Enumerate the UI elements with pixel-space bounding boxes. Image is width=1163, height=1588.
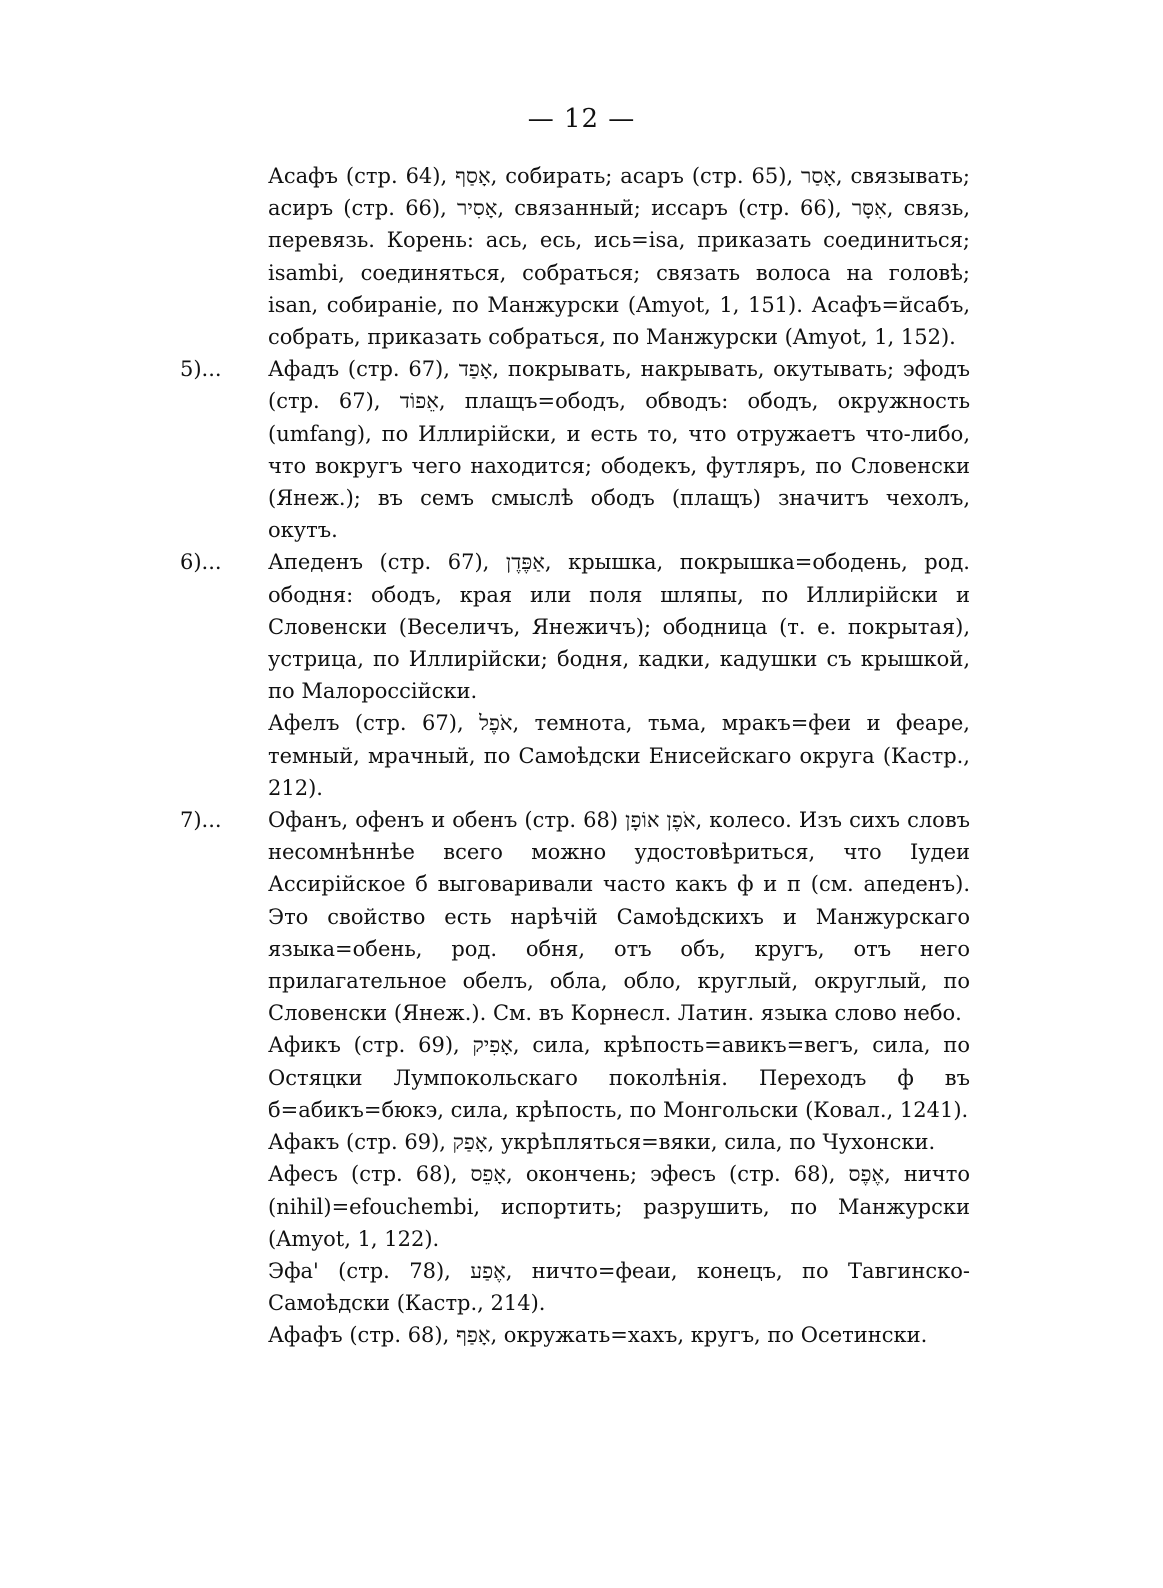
entry-paragraph: Афафъ (стр. 68), אָפַף, окружать=хахъ, кругъ, по Осетински. <box>268 1323 928 1348</box>
entry-paragraph: Асафъ (стр. 64), אָסַף, собирать; асаръ (стр. 65), אָסַר, связывать; асиръ (стр. 66), אָסִיר, связанный; иссаръ (стр. 66), אִסָּר, связь, перевязь. Корень: ась, есь, ись=isa, приказать соединиться; isambi, соединяться, собраться; связать волоса на головѣ; isan, собираніе, по Манжурски (Amyot, 1, 151). Асафъ=йсабъ, собрать, приказать собраться, по Манжурски (Amyot, 1, 152). <box>268 164 971 350</box>
page-number: — 12 — <box>527 104 636 134</box>
entry-paragraph: Афикъ (стр. 69), אָפִיק, сила, крѣпость=авикъ=вегъ, сила, по Остяцки Лумпокольскаго поколѣнія. Переходъ ф въ б=абикъ=бюкэ, сила, крѣпость, по Монгольски (Ковал., 1241). <box>268 1033 971 1122</box>
entry-paragraph: Эфа' (стр. 78), אֶפַע, ничто=феаи, конецъ, по Тавгинско-Самоѣдски (Кастр., 214). <box>268 1258 970 1316</box>
entry-paragraph: Афесъ (стр. 68), אָפֵס, окончень; эфесъ (стр. 68), אֶפֶס, ничто (nihil)=efouchembi, испортить; разрушить, по Манжурски (Amyot, 1, 122). <box>268 1162 970 1251</box>
entry-asaf <box>180 160 970 353</box>
entry-paragraph: Афелъ (стр. 67), אֹפֶל, темнота, тьма, мракъ=феи и феаре, темный, мрачный, по Самоѣдски Енисейскаго округа (Кастр., 212). <box>268 711 970 800</box>
entry-5-afad <box>180 353 970 546</box>
entry-number: 7)... <box>180 808 222 833</box>
entry-paragraph: Офанъ, офенъ и обенъ (стр. 68) אֹפֶן אוֹפָן, колесо. Изъ сихъ словъ несомнѣннѣе всего можно удостовѣриться, что Іудеи Ассирійское б выговаривали часто какъ ф и п (см. апеденъ). Это свойство есть нарѣчій Самоѣдскихъ и Манжурскаго языка=обень, род. обня, отъ объ, кругъ, отъ него прилагательное обелъ, обла, обло, круглый, округлый, по Словенски (Янеж.). См. въ Корнесл. Латин. языка слово небо. <box>268 808 971 1026</box>
entry-number: 6)... <box>180 550 222 575</box>
entry-paragraph: Афакъ (стр. 69), אָפַק, укрѣпляться=вяки, сила, по Чухонски. <box>268 1130 936 1155</box>
entry-paragraph: Апеденъ (стр. 67), אַפֶּדֶן, крышка, покрышка=ободень, род. ободня: ободъ, края или поля шляпы, по Иллирійски и Словенски (Веселичъ, Янежичъ); ободница (т. е. покрытая), устрица, по Иллирійски; бодня, кадки, кадушки съ крышкой, по Малороссійски. <box>268 550 970 704</box>
entry-7-ofan <box>180 804 970 1351</box>
entry-paragraph: Афадъ (стр. 67), אָפַד, покрывать, накрывать, окутывать; эфодъ (стр. 67), אֵפוֹד, плащъ=ободъ, обводъ: ободъ, окружность (umfang), по Иллирійски, и есть то, что отружаетъ что-либо, что вокругъ чего находится; ободекъ, футляръ, по Словенски (Янеж.); въ семъ смыслѣ ободъ (плащъ) значитъ чехолъ, окутъ. <box>268 357 970 543</box>
page-body <box>180 160 970 1352</box>
entry-6-apeden <box>180 546 970 804</box>
entry-number: 5)... <box>180 357 222 382</box>
